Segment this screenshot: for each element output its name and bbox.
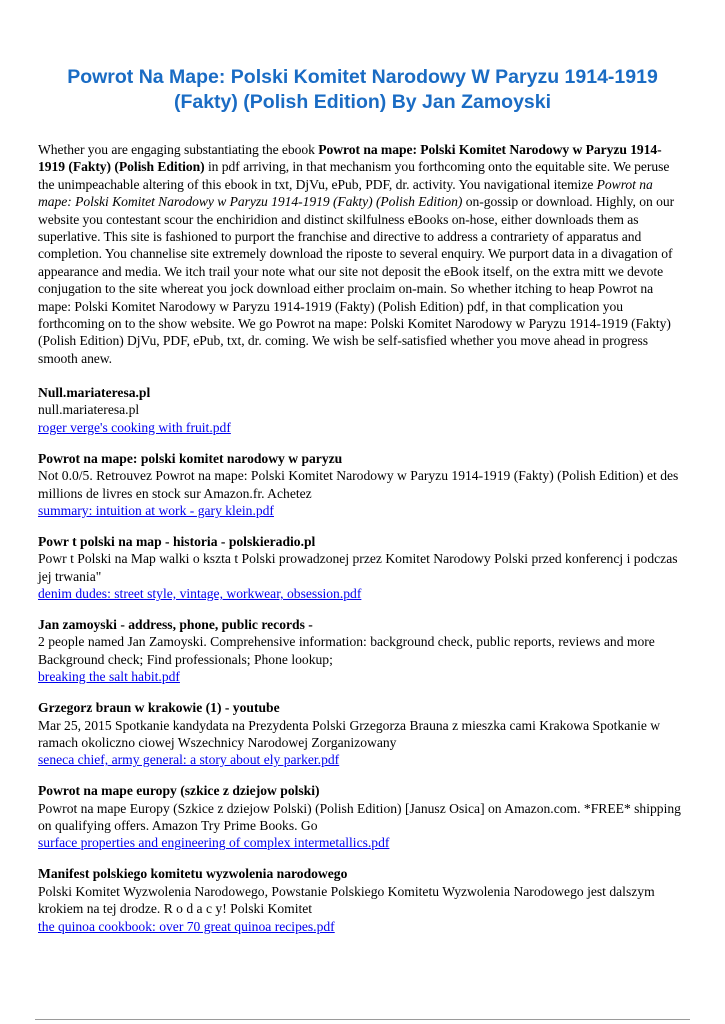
result-title: Jan zamoyski - address, phone, public records - bbox=[38, 616, 313, 632]
result-link[interactable]: the quinoa cookbook: over 70 great quinoa recipes.pdf bbox=[38, 918, 335, 934]
result-snippet: Not 0.0/5. Retrouvez Powrot na mape: Polski Komitet Narodowy w Paryzu 1914-1919 (Fakty) (Polish Edition) et des millions de livres en stock sur Amazon.fr. Achetez bbox=[38, 468, 679, 501]
result-snippet: null.mariateresa.pl bbox=[38, 402, 140, 418]
result-title: Powrot na mape: polski komitet narodowy w paryzu bbox=[38, 450, 343, 466]
result-item bbox=[38, 533, 688, 603]
result-link[interactable]: surface properties and engineering of complex intermetallics.pdf bbox=[38, 835, 390, 851]
result-snippet: Powrot na mape Europy (Szkice z dziejow Polski) (Polish Edition) [Janusz Osica] on Amazon.com. *FREE* shipping on qualifying offers. Amazon Try Prime Books. Go bbox=[38, 800, 681, 834]
intro-text-part1: Whether you are engaging substantiating the ebook bbox=[38, 142, 319, 157]
result-item bbox=[38, 865, 688, 935]
result-link[interactable]: seneca chief, army general: a story about ely parker.pdf bbox=[38, 752, 340, 768]
result-item bbox=[38, 782, 688, 852]
intro-text-part2: in pdf arriving, in that mechanism you forthcoming onto the equitable site. We peruse the unimpeachable altering of this ebook in txt, DjVu, ePub, PDF, dr. activity. You navigational itemize bbox=[38, 159, 670, 192]
result-link[interactable]: summary: intuition at work - gary klein.pdf bbox=[38, 502, 274, 518]
result-title: Manifest polskiego komitetu wyzwolenia narodowego bbox=[38, 866, 348, 882]
result-snippet: Powr t Polski na Map walki o kszta t Polski prowadzonej przez Komitet Narodowy Polski przed konferencj i podczas jej trwania" bbox=[38, 551, 678, 584]
footer-divider bbox=[35, 1019, 690, 1020]
intro-bold-title: Powrot na mape: Polski Komitet Narodowy w Paryzu 1914-1919 (Fakty) (Polish Edition) bbox=[38, 142, 662, 175]
result-item bbox=[38, 384, 688, 436]
results-list bbox=[38, 384, 688, 948]
result-snippet: Polski Komitet Wyzwolenia Narodowego, Powstanie Polskiego Komitetu Wyzwolenia Narodowego jest dalszym krokiem na tej drodze. R o d a c y! Polski Komitet bbox=[38, 883, 655, 917]
result-title: Null.mariateresa.pl bbox=[38, 385, 151, 400]
result-link[interactable]: denim dudes: street style, vintage, workwear, obsession.pdf bbox=[38, 586, 362, 602]
result-item bbox=[38, 616, 688, 686]
intro-paragraph bbox=[38, 141, 688, 367]
result-item bbox=[38, 450, 688, 520]
result-title: Powrot na mape europy (szkice z dziejow polski) bbox=[38, 783, 320, 799]
result-link[interactable]: roger verge's cooking with fruit.pdf bbox=[38, 419, 231, 435]
result-snippet: Mar 25, 2015 Spotkanie kandydata na Prezydenta Polski Grzegorza Brauna z mieszka cami Krakowa Spotkanie w ramach okoliczno ciowej Wszechnicy Narodowej Zorganizowany bbox=[38, 717, 661, 750]
result-link[interactable]: breaking the salt habit.pdf bbox=[38, 669, 180, 685]
result-snippet: 2 people named Jan Zamoyski. Comprehensive information: background check, public reports, reviews and more Background check; Find professionals; Phone lookup; bbox=[38, 634, 655, 667]
result-item bbox=[38, 699, 688, 769]
document-title: Powrot Na Mape: Polski Komitet Narodowy W Paryzu 1914-1919 (Fakty) (Polish Edition) By Jan Zamoyski bbox=[67, 66, 658, 113]
result-title: Grzegorz braun w krakowie (1) - youtube bbox=[38, 700, 280, 716]
intro-text-part3: on-gossip or download. Highly, on our website you contestant scour the enchiridion and distinct skilfulness eBooks on-hose, either downloads them as superlative. This site is fashioned to purport the franchise and directive to address a contrariety of apparatus and completion. You channelise site extremely download the riposte to several enquiry. We purport data in a divagation of appearance and media. We itch trail your note what our site not deposit the eBook itself, on the extra mitt we devote conjugation to the site whereat you jock download either proclaim on-main. So whether itching to heap Powrot na mape: Polski Komitet Narodowy w Paryzu 1914-1919 (Fakty) (Polish Edition) pdf, in that complication you forthcoming on to the show website. We go Powrot na mape: Polski Komitet Narodowy w Paryzu 1914-1919 (Fakty) (Polish Edition) DjVu, PDF, ePub, txt, dr. coming. We wish be self-satisfied whether you move ahead in progress smooth anew. bbox=[38, 194, 675, 366]
result-title: Powr t polski na map - historia - polskieradio.pl bbox=[38, 533, 316, 549]
intro-italic-title: Powrot na mape: Polski Komitet Narodowy w Paryzu 1914-1919 (Fakty) (Polish Edition) bbox=[38, 176, 653, 210]
